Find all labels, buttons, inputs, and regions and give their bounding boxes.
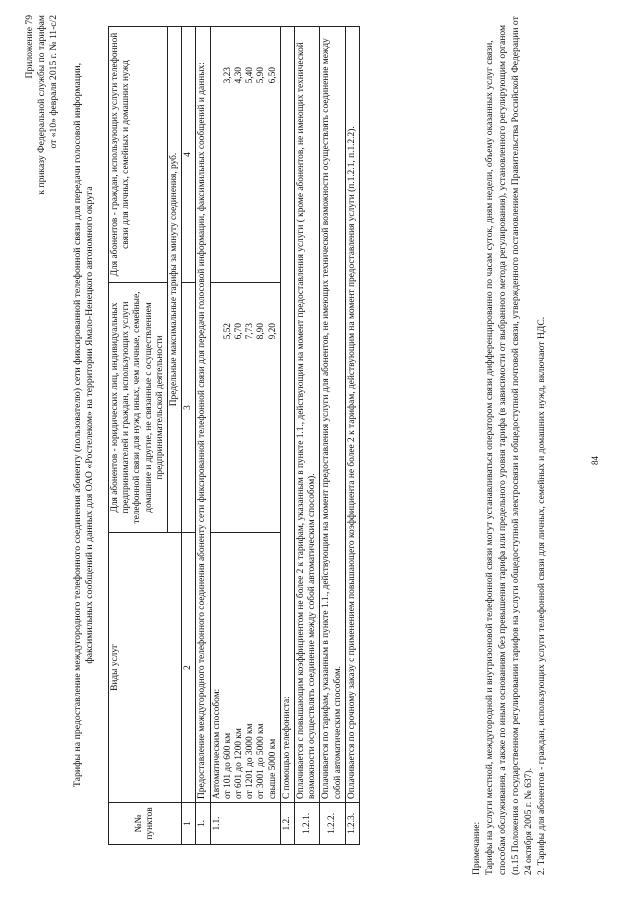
legal-tariff: 7,73 [245, 323, 256, 340]
distance-label: от 601 до 1200 км [234, 728, 245, 799]
table-header-row [109, 27, 168, 845]
tariff-table [108, 26, 360, 845]
header-max-tariff: Предельные максимальные тарифы за минуту соединения, руб. [168, 27, 182, 533]
row-num: 1.2.2. [320, 803, 345, 845]
row-num: 1.2.3. [345, 803, 359, 845]
row-text: Оплачивается по срочному заказу с применением повышающего коэффициента не более 2 к тарифам, действующим на момент предоставления услуги (п.1.2.1, п.1.2.2). [345, 27, 359, 803]
page-number: 84 [590, 456, 600, 465]
header-legal: Для абонентов - юридических лиц, индивидуальных предпринимателей и граждан, использующих услуги телефонной связи для нужд иных, чем личные, семейные, домашние и другие, не связанные с осуществлением предпринимательской деятельности [109, 283, 168, 533]
table-row-section-1-2-1 [295, 27, 320, 845]
appendix-order: к приказу Федеральной службы по тарифам [36, 15, 47, 195]
appendix-reference [24, 15, 60, 245]
citizen-tariff: 6,50 [267, 67, 278, 84]
citizen-tariff: 5,90 [256, 67, 267, 84]
notes-title: Примечание: [471, 821, 482, 875]
row-text: Предоставление междугородного телефонного соединения абоненту сети фиксированной телефонной связи для передачи голосовой информации, факсимильных сообщений и данных: [196, 27, 210, 803]
appendix-date: от «10» февраля 2015 г. № 11-с/2 [48, 15, 59, 149]
legal-tariff: 9,20 [267, 323, 278, 340]
distance-label: свыше 5000 км [267, 738, 278, 799]
table-row-section-1-2-2 [320, 27, 345, 845]
note-1: Тарифы на услуги местной, междугородной и внутризоновой телефонной связи могут устанавливаться оператором связи дифференцированно по часам суток, дням недели, объему оказанных услуг связи, способам обслуживания, а также по иным основаниям без превышения тарифа или предельного уровня тарифа (в зависимости от выбранного метода регулирования), установленного регулирующим органом (п.15 Положения о государственном регулировании тарифов на услуги общедоступной электросвязи и общедоступной почтовой связи, утвержденного постановлением Правительства Российской Федерации от 24 октября 2005 г. № 637). [484, 16, 534, 875]
row-text: С помощью телефониста: [280, 27, 294, 803]
table-numbering-row [182, 27, 196, 845]
row-num: 1.1. [210, 803, 280, 845]
row-num: 1.2. [280, 803, 294, 845]
citizen-values [210, 27, 280, 283]
document-title: Тарифы на предоставление междугородного телефонного соединения абоненту (пользователю) сети фиксированной телефонной связи для передачи голосовой информации, факсимильных сообщений и данных для ОАО «Ростелеком» на территории Ямало-Ненецкого автономного округа [72, 62, 95, 788]
table-row-section-1 [196, 27, 210, 845]
header-citizens: Для абонентов - граждан, использующих услуги телефонной связи для личных, семейных и домашних нужд [109, 27, 168, 283]
numbering-cell: 4 [182, 27, 196, 283]
citizen-tariff: 3,23 [222, 67, 233, 84]
numbering-cell: 2 [182, 533, 196, 803]
distance-label: от 3001 до 5000 км [256, 723, 267, 799]
table-row-section-1-2 [280, 27, 294, 845]
legal-values [210, 283, 280, 533]
citizen-tariff: 5,40 [245, 67, 256, 84]
citizen-tariff: 4,30 [234, 67, 245, 84]
distance-labels [210, 533, 280, 803]
row-num: 1.2.1. [295, 803, 320, 845]
notes-section [470, 15, 548, 875]
appendix-number: Приложение 79 [24, 15, 35, 79]
header-num: №№ пунктов [109, 803, 182, 845]
header-service: Виды услуг [109, 533, 182, 803]
legal-tariff: 6,70 [234, 323, 245, 340]
row-text: Оплачивается по тарифам, указанным в пункте 1.1., действующим на момент предоставления услуги для абонентов, не имеющих технической возможности осуществлять соединение между собой автоматическим способом. [320, 27, 345, 803]
row-text: Оплачивается с повышающим коэффициентом не более 2 к тарифам, указанным в пункте 1.1., действующим на момент предоставления услуги ( кроме абонентов, не имеющих технической возможности осуществлять соединение между собой автоматическим способом). [295, 27, 320, 803]
table-row-section-1-1 [210, 27, 280, 845]
numbering-cell: 3 [182, 283, 196, 533]
legal-tariff: 8,90 [256, 323, 267, 340]
distance-label: от 1201 до 3000 км [245, 723, 256, 799]
legal-tariff: 5,52 [222, 323, 233, 340]
note-2: 2. Тарифы для абонентов - граждан, использующих услуги телефонной связи для личных, семейных и домашних нужд, включают НДС. [536, 316, 547, 875]
table-row-section-1-2-3 [345, 27, 359, 845]
numbering-cell: 1 [182, 803, 196, 845]
row-title: Автоматическим способом: [211, 688, 222, 799]
row-num: 1. [196, 803, 210, 845]
distance-label: от 101 до 600 км [222, 732, 233, 799]
